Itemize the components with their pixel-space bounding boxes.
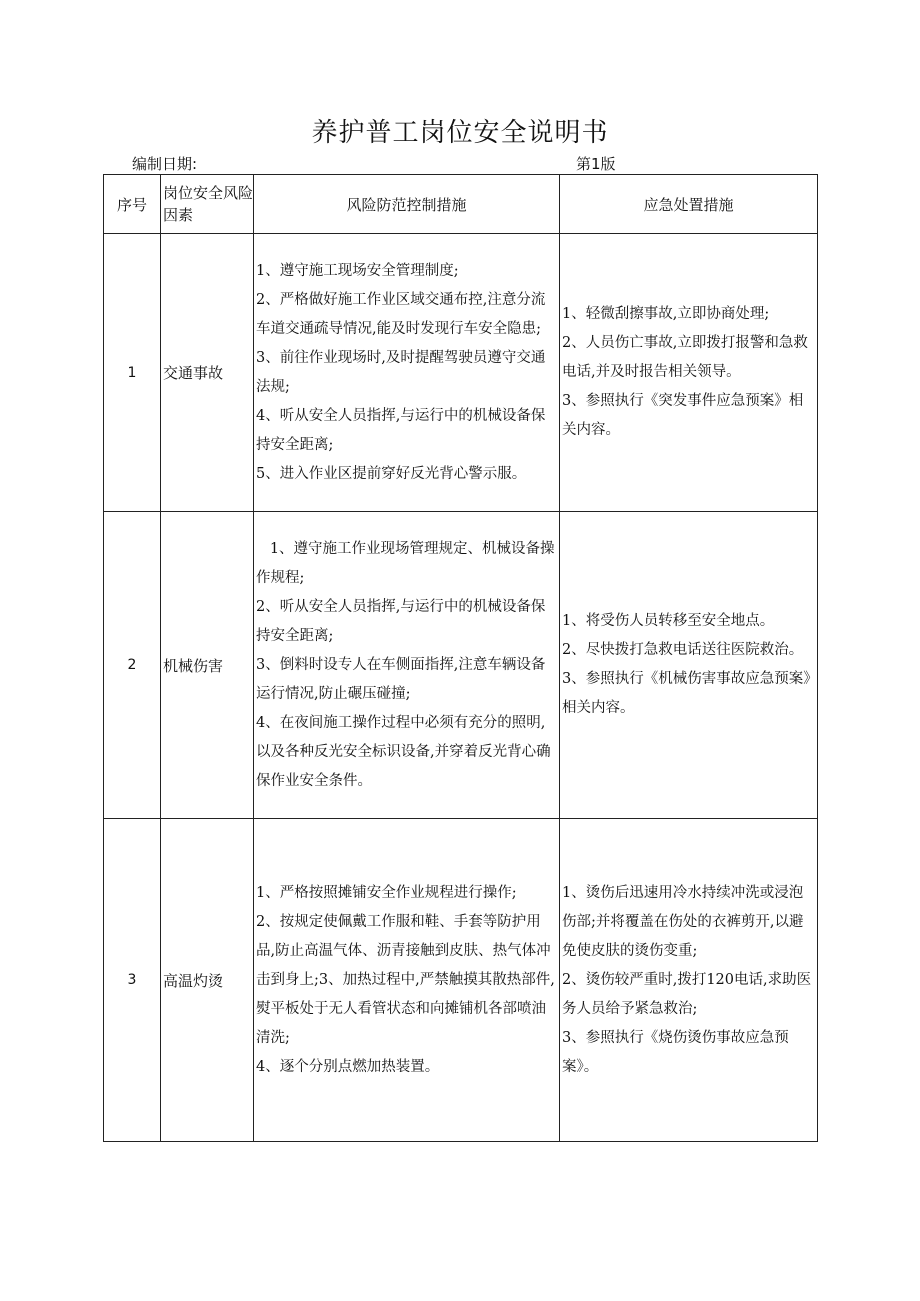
table-row: [104, 512, 818, 819]
prevention-item: 2、按规定使佩戴工作服和鞋、手套等防护用品,防止高温气体、沥青接触到皮肤、热气体冲击到身上;3、加热过程中,严禁触摸其散热部件,熨平板处于无人看管状态和向摊铺机各部喷油清洗;: [256, 913, 555, 1046]
prevention-item: 1、遵守施工作业现场管理规定、机械设备操作规程;: [256, 540, 555, 586]
table-header-row: [104, 175, 818, 234]
header-seq: 序号: [104, 175, 161, 234]
emergency-item: 1、将受伤人员转移至安全地点。: [562, 613, 775, 629]
prevention-item: 4、听从安全人员指挥,与运行中的机械设备保持安全距离;: [256, 407, 546, 453]
row-emergency: [560, 234, 818, 512]
prevention-item: 3、倒料时设专人在车侧面指挥,注意车辆设备运行情况,防止碾压碰撞;: [256, 656, 546, 702]
prevention-item: 2、严格做好施工作业区域交通布控,注意分流车道交通疏导情况,能及时发现行车安全隐患;: [256, 291, 546, 337]
row-prevention: [254, 234, 560, 512]
row-seq: 1: [104, 234, 161, 512]
header-risk-factor: 岗位安全风险因素: [161, 175, 254, 234]
prevention-item: 3、前往作业现场时,及时提醒驾驶员遵守交通法规;: [256, 349, 546, 395]
version-label: 第1版: [576, 155, 616, 173]
prevention-item: 1、严格按照摊铺安全作业规程进行操作;: [256, 884, 517, 901]
row-risk: 机械伤害: [161, 512, 254, 819]
prevention-item: 2、听从安全人员指挥,与运行中的机械设备保持安全距离;: [256, 598, 546, 644]
prevention-item: 4、逐个分别点燃加热装置。: [256, 1058, 440, 1075]
compile-date-label: 编制日期:: [132, 155, 198, 173]
row-prevention: [254, 512, 560, 819]
prevention-item: 1、遵守施工现场安全管理制度;: [256, 262, 459, 279]
emergency-item: 1、烫伤后迅速用冷水持续冲洗或浸泡伤部;并将覆盖在伤处的衣裤剪开,以避免使皮肤的烫伤变重;: [562, 884, 804, 959]
emergency-item: 2、烫伤较严重时,拨打120电话,求助医务人员给予紧急救治;: [562, 971, 812, 1017]
emergency-item: 3、参照执行《烧伤烫伤事故应急预案》。: [562, 1029, 789, 1075]
emergency-item: 3、参照执行《突发事件应急预案》相关内容。: [562, 393, 804, 438]
row-seq: 2: [104, 512, 161, 819]
row-emergency: [560, 819, 818, 1142]
prevention-item: 5、进入作业区提前穿好反光背心警示服。: [256, 465, 527, 482]
safety-table: [103, 174, 818, 1142]
row-emergency: [560, 512, 818, 819]
row-risk: 交通事故: [161, 234, 254, 512]
table-row: [104, 819, 818, 1142]
header-prevention: 风险防范控制措施: [254, 175, 560, 234]
row-risk: 高温灼烫: [161, 819, 254, 1142]
emergency-item: 1、轻微刮擦事故,立即协商处理;: [562, 306, 770, 322]
header-emergency: 应急处置措施: [560, 175, 818, 234]
emergency-item: 2、人员伤亡事故,立即拨打报警和急救电话,并及时报告相关领导。: [562, 335, 808, 380]
emergency-item: 3、参照执行《机械伤害事故应急预案》相关内容。: [562, 671, 811, 716]
document-title: 养护普工岗位安全说明书: [311, 118, 609, 148]
row-prevention: [254, 819, 560, 1142]
prevention-item: 4、在夜间施工操作过程中必须有充分的照明,以及各种反光安全标识设备,并穿着反光背心确保作业安全条件。: [256, 714, 551, 789]
row-seq: 3: [104, 819, 161, 1142]
table-row: [104, 234, 818, 512]
emergency-item: 2、尽快拨打急救电话送往医院救治。: [562, 642, 804, 658]
